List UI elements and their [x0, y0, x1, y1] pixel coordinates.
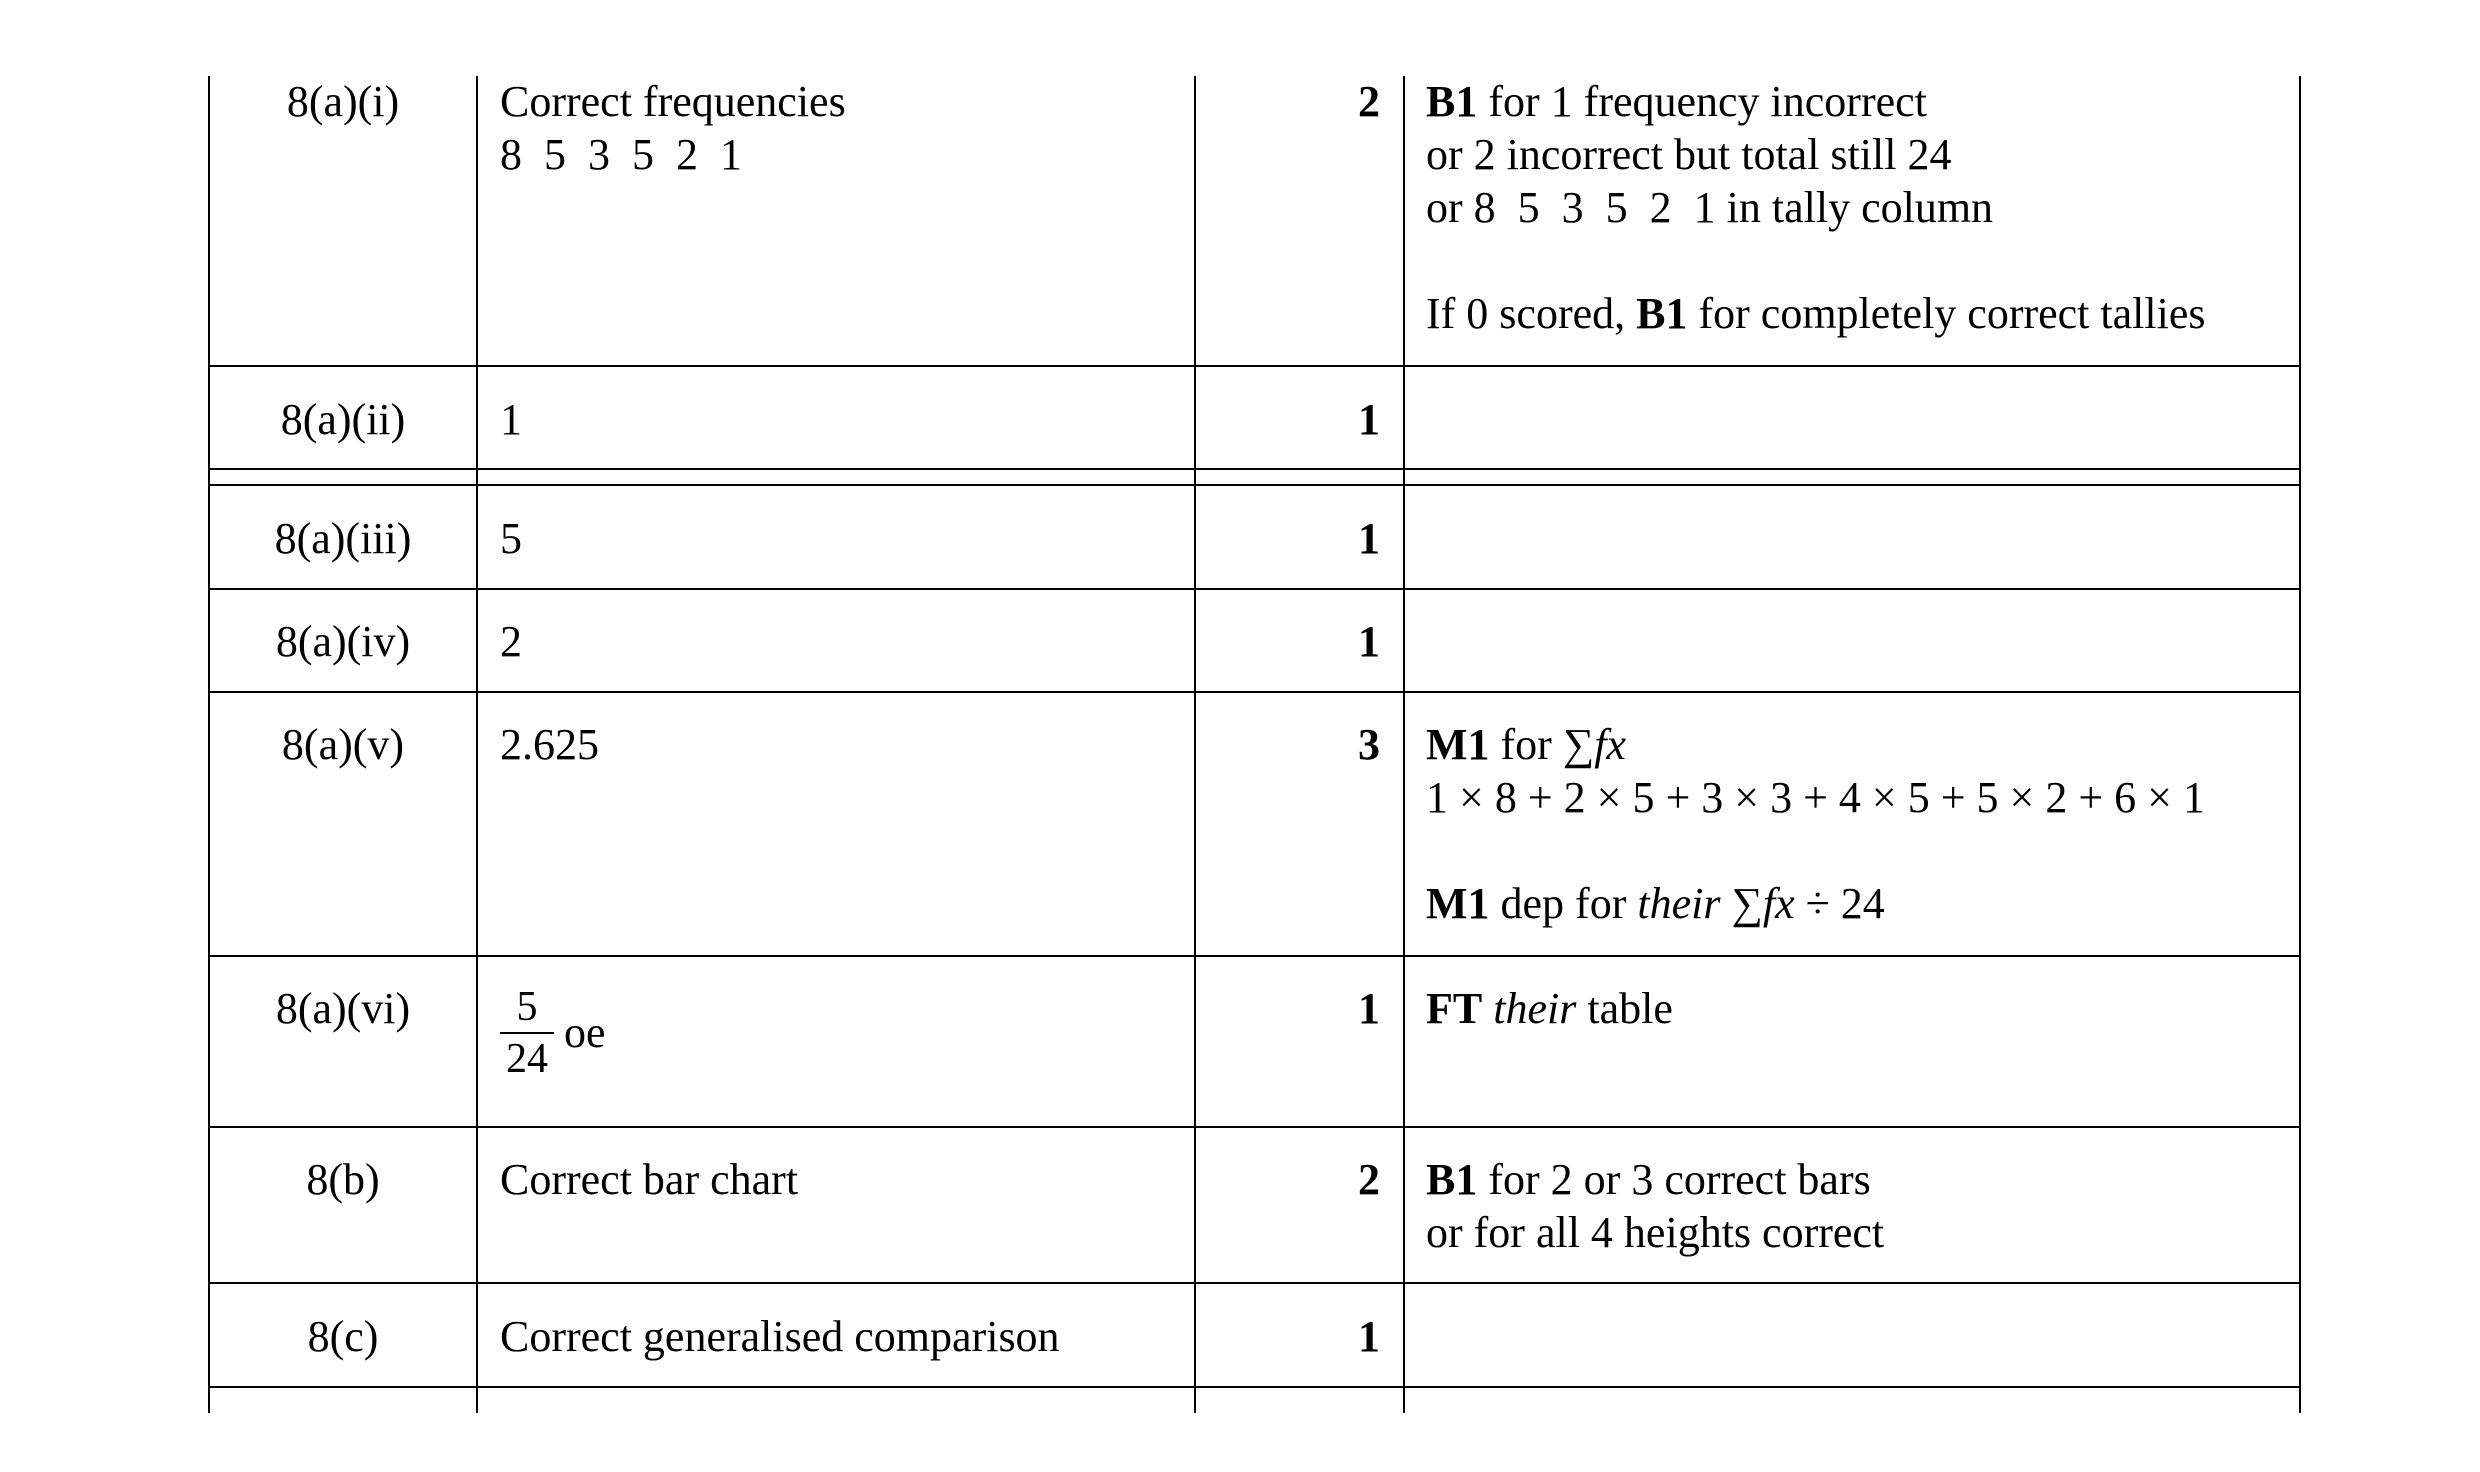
fraction: [500, 982, 554, 1084]
row-divider: [209, 484, 2300, 486]
marks-value: 2: [1358, 1155, 1380, 1204]
row-divider: [209, 588, 2300, 590]
marks-value: 1: [1358, 984, 1380, 1033]
question-number: 8(a)(iii): [274, 514, 412, 563]
question-number: 8(a)(i): [286, 77, 400, 126]
guidance-line: or 2 incorrect but total still 24: [1426, 130, 1952, 179]
column-divider-marks: [1403, 76, 1405, 1413]
question-number: 8(b): [306, 1155, 380, 1204]
marks-value: 2: [1358, 77, 1380, 126]
row-divider: [209, 691, 2300, 693]
guidance-line: 1 × 8 + 2 × 5 + 3 × 3 + 4 × 5 + 5 × 2 + 6 × 1: [1426, 773, 2205, 822]
mark-code: FT: [1426, 984, 1483, 1033]
answer-line: Correct frequencies: [500, 77, 846, 126]
guidance-italic: fx: [1762, 879, 1795, 928]
guidance-cell: [1426, 982, 1673, 1035]
guidance-cell: [1426, 718, 2205, 930]
guidance-text: for 1 frequency incorrect: [1477, 77, 1927, 126]
answer-cell: Correct bar chart: [500, 1155, 799, 1204]
guidance-line: [1426, 982, 1673, 1035]
fraction-numerator: 5: [500, 982, 554, 1034]
guidance-italic: fx: [1594, 720, 1626, 769]
mark-code: B1: [1426, 1155, 1478, 1204]
marks-value: 1: [1358, 514, 1380, 563]
guidance-line: or for all 4 heights correct: [1426, 1208, 1885, 1257]
question-number: 8(a)(ii): [280, 395, 406, 444]
row-divider: [209, 1386, 2300, 1388]
mark-code: M1: [1426, 879, 1490, 928]
row-divider: [209, 1126, 2300, 1128]
answer-cell: [500, 75, 846, 181]
mark-code: M1: [1426, 720, 1490, 769]
guidance-line: or 8 5 3 5 2 1 in tally column: [1426, 183, 1994, 232]
question-number: 8(a)(iv): [275, 617, 411, 666]
guidance-italic: their: [1637, 879, 1721, 928]
guidance-line: [1426, 877, 2205, 930]
answer-cell: 5: [500, 514, 522, 563]
guidance-italic: their: [1482, 984, 1577, 1033]
fraction-denominator: 24: [506, 1036, 548, 1082]
guidance-text: table: [1576, 984, 1673, 1033]
marks-value: 3: [1358, 720, 1380, 769]
marks-value: 1: [1358, 395, 1380, 444]
guidance-text: dep for: [1489, 879, 1638, 928]
question-number: 8(a)(vi): [275, 984, 411, 1033]
mark-code: B1: [1426, 77, 1478, 126]
guidance-text: If 0 scored,: [1426, 289, 1637, 338]
guidance-cell: [1426, 1153, 1884, 1259]
guidance-cell: [1426, 75, 2206, 340]
answer-cell: [500, 982, 606, 1084]
answer-cell: 2.625: [500, 720, 599, 769]
guidance-line: [1426, 75, 2206, 128]
guidance-line: [1426, 1153, 1884, 1206]
answer-line: 8 5 3 5 2 1: [500, 130, 742, 179]
question-number: 8(c): [307, 1312, 379, 1361]
column-divider-question: [476, 76, 478, 1413]
guidance-line: [1426, 718, 2205, 771]
answer-cell: 2: [500, 617, 522, 666]
answer-cell: Correct generalised comparison: [500, 1312, 1060, 1361]
answer-suffix: oe: [564, 1008, 606, 1057]
row-divider: [209, 1282, 2300, 1284]
guidance-text: for ∑: [1489, 720, 1595, 769]
row-divider: [209, 955, 2300, 957]
mark-code: B1: [1636, 289, 1688, 338]
guidance-text: for completely correct tallies: [1687, 289, 2206, 338]
guidance-text: ∑: [1720, 879, 1763, 928]
marks-value: 1: [1358, 617, 1380, 666]
table-border-right: [2299, 76, 2301, 1413]
marks-value: 1: [1358, 1312, 1380, 1361]
row-divider: [209, 468, 2300, 470]
answer-cell: 1: [500, 395, 522, 444]
guidance-line: [1426, 287, 2206, 340]
question-number: 8(a)(v): [281, 720, 405, 769]
guidance-text: for 2 or 3 correct bars: [1477, 1155, 1871, 1204]
row-divider: [209, 365, 2300, 367]
guidance-text: ÷ 24: [1794, 879, 1885, 928]
